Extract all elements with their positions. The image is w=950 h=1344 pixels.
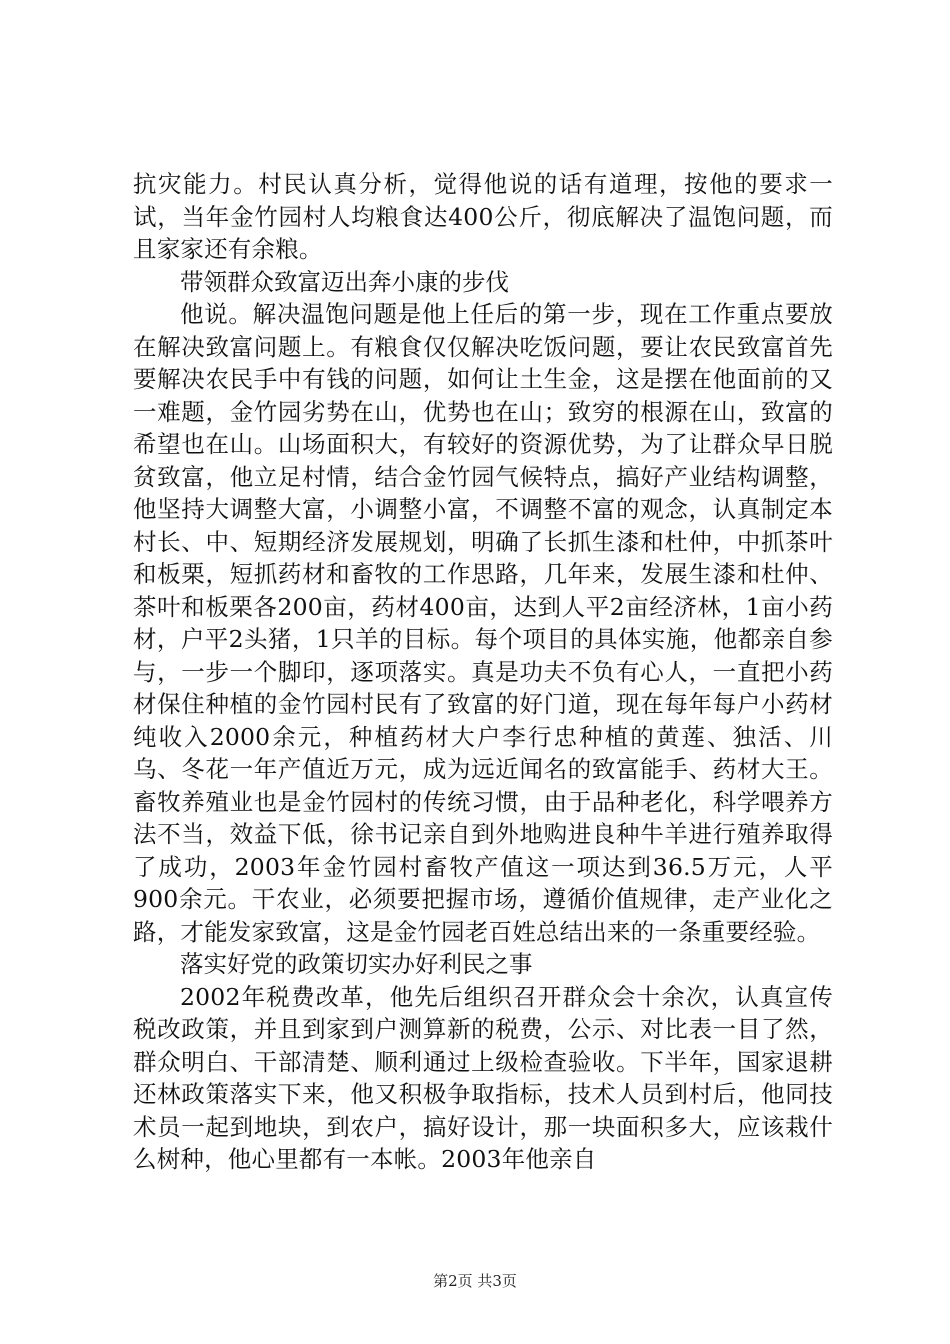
paragraph-continuation: 抗灾能力。村民认真分析，觉得他说的话有道理，按他的要求一试，当年金竹园村人均粮食达400公斤，彻底解决了温饱问题，而且家家还有余粮。	[133, 170, 833, 263]
document-body	[133, 168, 833, 1176]
page-footer: 第2页 共3页	[433, 1272, 517, 1290]
paragraph-policy: 2002年税费改革，他先后组织召开群众会十余次，认真宣传税改政策，并且到家到户测算新的税费，公示、对比表一目了然，群众明白、干部清楚、顺利通过上级检查验收。下半年，国家退耕还林政策落实下来，他又积极争取指标，技术人员到村后，他同技术员一起到地块，到农户，搞好设计，那一块面积多大，应该栽什么树种，他心里都有一本帐。2003年他亲自	[133, 982, 833, 1173]
section-heading-policy: 落实好党的政策切实办好利民之事	[180, 950, 533, 978]
section-heading-prosperity: 带领群众致富迈出奔小康的步伐	[180, 267, 509, 296]
paragraph-prosperity: 他说。解决温饱问题是他上任后的第一步，现在工作重点要放在解决致富问题上。有粮食仅仅解决吃饭问题，要让农民致富首先要解决农民手中有钱的问题，如何让土生金，这是摆在他面前的又一难题，金竹园劣势在山，优势也在山；致穷的根源在山，致富的希望也在山。山场面积大，有较好的资源优势，为了让群众早日脱贫致富，他立足村情，结合金竹园气候特点，搞好产业结构调整，他坚持大调整大富，小调整小富，不调整不富的观念，认真制定本村长、中、短期经济发展规划，明确了长抓生漆和杜仲，中抓茶叶和板栗，短抓药材和畜牧的工作思路，几年来，发展生漆和杜仲、茶叶和板栗各200亩，药材400亩，达到人平2亩经济林，1亩小药材，户平2头猪，1只羊的目标。每个项目的具体实施，他都亲自参与，一步一个脚印，逐项落实。真是功夫不负有心人，一直把小药材保住种植的金竹园村民有了致富的好门道，现在每年每户小药材纯收入2000余元，种植药材大户李行忠种植的黄莲、独活、川乌、冬花一年产值近万元，成为远近闻名的致富能手、药材大王。畜牧养殖业也是金竹园村的传统习惯，由于品种老化，科学喂养方法不当，效益下低，徐书记亲自到外地购进良种牛羊进行殖养取得了成功，2003年金竹园村畜牧产值这一项达到36.5万元，人平900余元。干农业，必须要把握市场，遵循价值规律，走产业化之路，才能发家致富，这是金竹园老百姓总结出来的一条重要经验。	[133, 300, 833, 946]
